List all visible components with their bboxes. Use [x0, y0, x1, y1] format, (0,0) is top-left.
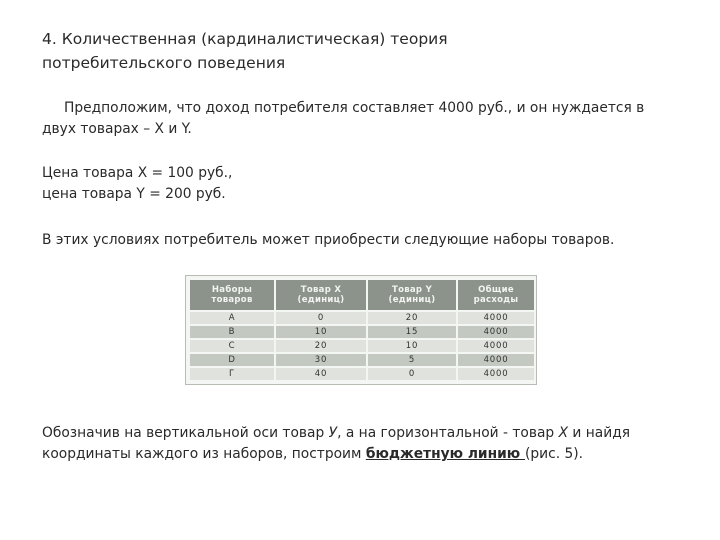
header-good-x: Товар X (единиц): [275, 279, 367, 311]
conclusion-text-2: , а на горизонтальной - товар: [337, 425, 559, 441]
cell-y: 0: [367, 367, 457, 381]
conclusion-text-1: Обозначив на вертикальной оси товар: [42, 425, 329, 441]
price-y: цена товара Y = 200 руб.: [42, 186, 226, 202]
conclusion-line-2: [42, 444, 682, 465]
cell-x: 20: [275, 339, 367, 353]
table-row: [189, 339, 535, 353]
conclusion-text-3: и найдя: [568, 425, 631, 441]
table-row: [189, 311, 535, 325]
title-line-1: 4. Количественная (кардиналистическая) теория: [42, 30, 448, 48]
cell-x: 30: [275, 353, 367, 367]
price-x: Цена товара X = 100 руб.,: [42, 165, 233, 181]
cell-x: 40: [275, 367, 367, 381]
intro-paragraph: [42, 98, 682, 140]
cell-bundle: C: [189, 339, 275, 353]
title-line-2: потребительского поведения: [42, 54, 286, 72]
bundles-table-frame: [186, 276, 536, 384]
conclusion-text-5: (рис. 5).: [525, 446, 584, 462]
conditions-text: В этих условиях потребитель может приобрести следующие наборы товаров.: [42, 232, 615, 248]
conclusion-line-1: [42, 423, 682, 444]
cell-cost: 4000: [457, 353, 535, 367]
cell-y: 20: [367, 311, 457, 325]
cell-bundle: D: [189, 353, 275, 367]
table-row: [189, 325, 535, 339]
cell-x: 0: [275, 311, 367, 325]
table-row: [189, 353, 535, 367]
var-x: Х: [558, 425, 569, 441]
intro-line-1: Предположим, что доход потребителя составляет 4000 руб., и он нуждается в: [64, 100, 645, 116]
cell-cost: 4000: [457, 339, 535, 353]
header-good-y: Товар Y (единиц): [367, 279, 457, 311]
cell-bundle: B: [189, 325, 275, 339]
cell-y: 5: [367, 353, 457, 367]
cell-cost: 4000: [457, 311, 535, 325]
cell-y: 10: [367, 339, 457, 353]
cell-cost: 4000: [457, 325, 535, 339]
budget-line-link[interactable]: бюджетную линию: [365, 446, 526, 462]
var-y: У: [328, 425, 338, 441]
conclusion-text-4: координаты каждого из наборов, построим: [42, 446, 366, 462]
slide-title: [42, 27, 662, 75]
table-row: [189, 367, 535, 381]
conclusion-paragraph: [42, 423, 682, 465]
prices-paragraph: [42, 163, 682, 205]
cell-x: 10: [275, 325, 367, 339]
intro-line-2: двух товарах – X и Y.: [42, 121, 192, 137]
cell-cost: 4000: [457, 367, 535, 381]
bundles-table: [188, 278, 536, 382]
cell-bundle: A: [189, 311, 275, 325]
header-total-cost: Общие расходы: [457, 279, 535, 311]
table-header-row: [189, 279, 535, 311]
header-bundles: Наборы товаров: [189, 279, 275, 311]
cell-y: 15: [367, 325, 457, 339]
cell-bundle: Г: [189, 367, 275, 381]
